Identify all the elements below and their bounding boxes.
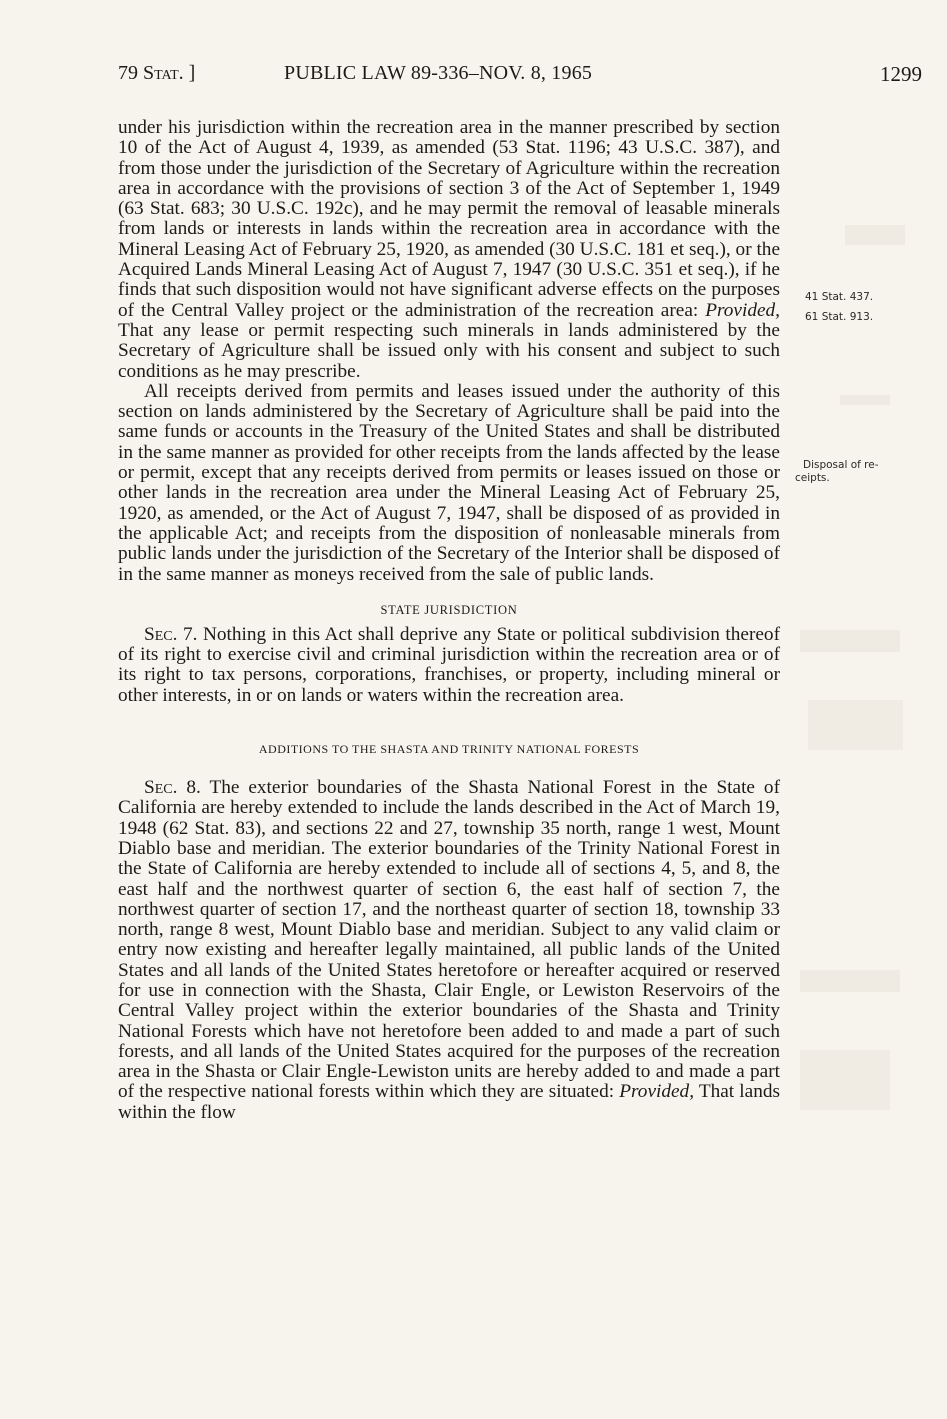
margin-note-stat-913: 61 Stat. 913. [805, 311, 874, 323]
page-header [118, 62, 922, 94]
bleed-through-mark [800, 970, 900, 992]
body-text [118, 118, 780, 1123]
bleed-through-mark [845, 225, 905, 245]
bleed-through-mark [840, 395, 890, 405]
bleed-through-mark [800, 630, 900, 652]
bleed-through-mark [800, 1050, 890, 1110]
volume-reference: 79 Stat. ] [118, 62, 196, 84]
margin-note-stat-437: 41 Stat. 437. [805, 291, 874, 303]
bleed-through-mark [808, 700, 903, 750]
section-7: Sec. 7. Nothing in this Act shall deprive any State or political subdivision thereof of its right to exercise civil and criminal jurisdiction within the recreation area or of its right to tax persons, corporations, franchises, or property, including mineral or other interests, in or on lands or waters within the recreation area. [118, 623, 780, 706]
margin-note-disposal-line2: ceipts. [795, 472, 830, 484]
paragraph-receipts: All receipts derived from permits and leases issued under the authority of this section on lands administered by the Secretary of Agriculture shall be paid into the same funds or accounts in the Treasury of the United States and shall be distributed in the same manner as provided for other receipts from the lands affected by the lease or permit, except that any receipts derived from permits or leases issued on those or other lands in the recreation area under the Mineral Leasing Act of February 25, 1920, as amended, or the Act of August 7, 1947, shall be disposed of as provided in the applicable Act; and receipts from the disposition of nonleasable minerals from public lands under the jurisdiction of the Secretary of the Interior shall be disposed of in the same manner as moneys received from the sale of public lands. [118, 380, 780, 585]
section-8: Sec. 8. The exterior boundaries of the Shasta National Forest in the State of California are hereby extended to include the lands described in the Act of March 19, 1948 (62 Stat. 83), and sections 22 and 27, township 35 north, range 1 west, Mount Diablo base and meridian. The exterior boundaries of the Trinity National Forest in the State of California are hereby extended to include all of sections 4, 5, and 8, the east half and the northwest quarter of section 6, the east half of section 7, the northwest quarter of section 17, and the northeast quarter of section 18, township 33 north, range 8 west, Mount Diablo base and meridian. Subject to any valid claim or entry now existing and hereafter legally maintained, all public lands of the United States and all lands of the United States heretofore or hereafter acquired or reserved for use in connection with the Shasta, Clair Engle, or Lewiston Reservoirs of the Central Valley project within the exterior boundaries of the Shasta and Trinity National Forests which have not heretofore been added to and made a part of such forests, and all lands of the United States acquired for the purposes of the recreation area in the Shasta or Clair Engle-Lewiston units are hereby added to and made a part of the respective national forests within which they are situated: Provided, That lands within the flow [118, 777, 781, 1123]
heading-additions: ADDITIONS TO THE SHASTA AND TRINITY NATIONAL FORESTS [258, 742, 640, 757]
margin-note-disposal [795, 459, 879, 485]
paragraph-mineral-leasing: under his jurisdiction within the recreation area in the manner prescribed by section 10 of the Act of August 4, 1939, as amended (53 Stat. 1196; 43 U.S.C. 387), and from those under the jurisdiction of the Secretary of Agriculture within the recreation area in accordance with the provisions of section 3 of the Act of September 1, 1949 (63 Stat. 683; 30 U.S.C. 192c), and he may permit the removal of leasable minerals from lands or interests in lands within the recreation area in accordance with the Mineral Leasing Act of February 25, 1920, as amended (30 U.S.C. 181 et seq.), or the Acquired Lands Mineral Leasing Act of August 7, 1947 (30 U.S.C. 351 et seq.), if he finds that such disposition would not have significant adverse effects on the purposes of the Central Valley project or the administration of the recreation area: Provided, That any lease or permit respecting such minerals in lands administered by the Secretary of Agriculture shall be issued only with his consent and subject to such conditions as he may prescribe. [118, 117, 780, 382]
page-title: PUBLIC LAW 89-336–NOV. 8, 1965 [284, 62, 593, 84]
margin-note-disposal-line1: Disposal of re- [803, 459, 879, 471]
heading-state-jurisdiction: STATE JURISDICTION [380, 602, 518, 617]
page-number: 1299 [880, 62, 922, 86]
